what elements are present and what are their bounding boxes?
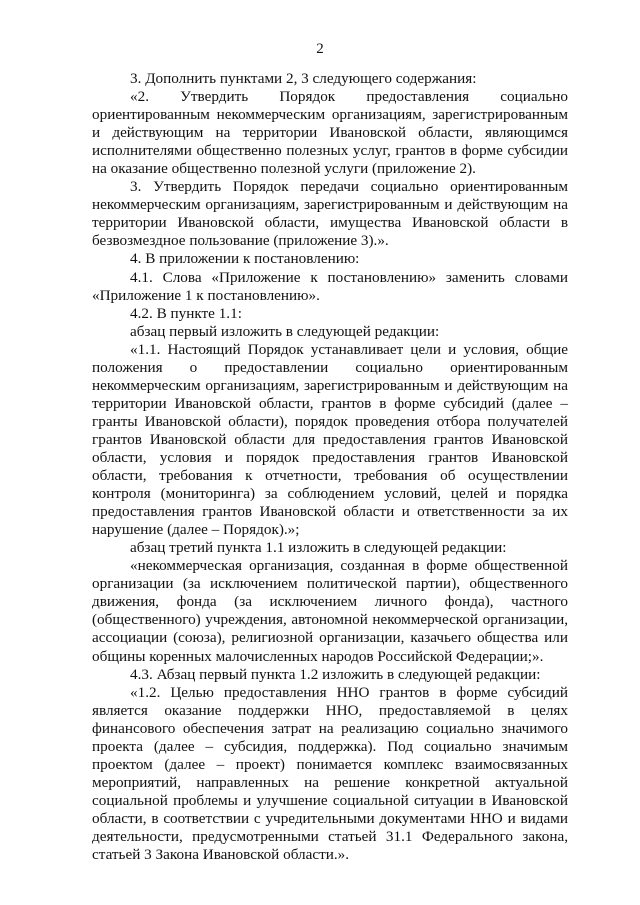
paragraph-item-3: 3. Дополнить пунктами 2, 3 следующего содержания: (130, 70, 477, 87)
paragraph-clause-1-2: «1.2. Целью предоставления ННО грантов в форме субсидий является оказание поддержки ННО, предоставляемой в целях финансового обеспечения затрат на реализацию социально значимого проекта (далее – субсидия, поддержка). Под социально значимым проектом (далее – проект) понимается комплекс взаимосвязанных мероприятий, направленных на решение конкретной актуальной социальной проблемы и улучшение социальной ситуации в Ивановской области, в соответствии с учредительными документами ННО и видами деятельности, предусмотренными статьей 31.1 Федерального закона, статьей 3 Закона Ивановской области.». (92, 683, 568, 864)
paragraph-clause-1-1: «1.1. Настоящий Порядок устанавливает цели и условия, общие положения о предоставлении социально ориентированным некоммерческим организациям, зарегистрированным и действующим на территории Ивановской области, грантов в форме субсидий (далее – гранты Ивановской области), порядок проведения отбора получателей грантов Ивановской области для предоставления грантов Ивановской области, условия и порядок предоставления грантов Ивановской области, требования к отчетности, требования об осуществлении контроля (мониторинга) за соблюдением условий, целей и порядка предоставления грантов Ивановской области и ответственности за их нарушение (далее – Порядок).»; (92, 340, 568, 539)
paragraph-third-abzac: абзац третий пункта 1.1 изложить в следующей редакции: (130, 539, 507, 557)
paragraph-nonprofit-definition: «некоммерческая организация, созданная в форме общественной организации (за исключением политической партии), общественного движения, фонда (за исключением личного фонда), частного (общественного) учреждения, автономной некоммерческой организации, ассоциации (союза), религиозной организации, казачьего общества или общины коренных малочисленных народов Российской Федерации;». (92, 557, 568, 665)
paragraph-approve-order-3: 3. Утвердить Порядок передачи социально ориентированным некоммерческим организациям, зарегистрированным и действующим на территории Ивановской области, имущества Ивановской области в безвозмездное пользование (приложение 3).». (92, 178, 568, 250)
paragraph-item-4-1: 4.1. Слова «Приложение к постановлению» заменить словами «Приложение 1 к постановлению». (92, 268, 568, 304)
paragraph-item-4-3: 4.3. Абзац первый пункта 1.2 изложить в следующей редакции: (130, 665, 541, 683)
paragraph-approve-order-2: «2. Утвердить Порядок предоставления социально ориентированным некоммерческим организациям, зарегистрированным и действующим на территории Ивановской области, являющимся исполнителями общественно полезных услуг, грантов в форме субсидии на оказание общественно полезной услуги (приложение 2). (92, 88, 568, 178)
paragraph-first-abzac: абзац первый изложить в следующей редакции: (130, 322, 440, 340)
paragraph-item-4: 4. В приложении к постановлению: (130, 250, 360, 268)
paragraph-item-4-2: 4.2. В пункте 1.1: (130, 304, 242, 322)
document-body (92, 70, 568, 864)
page-number: 2 (316, 41, 324, 57)
